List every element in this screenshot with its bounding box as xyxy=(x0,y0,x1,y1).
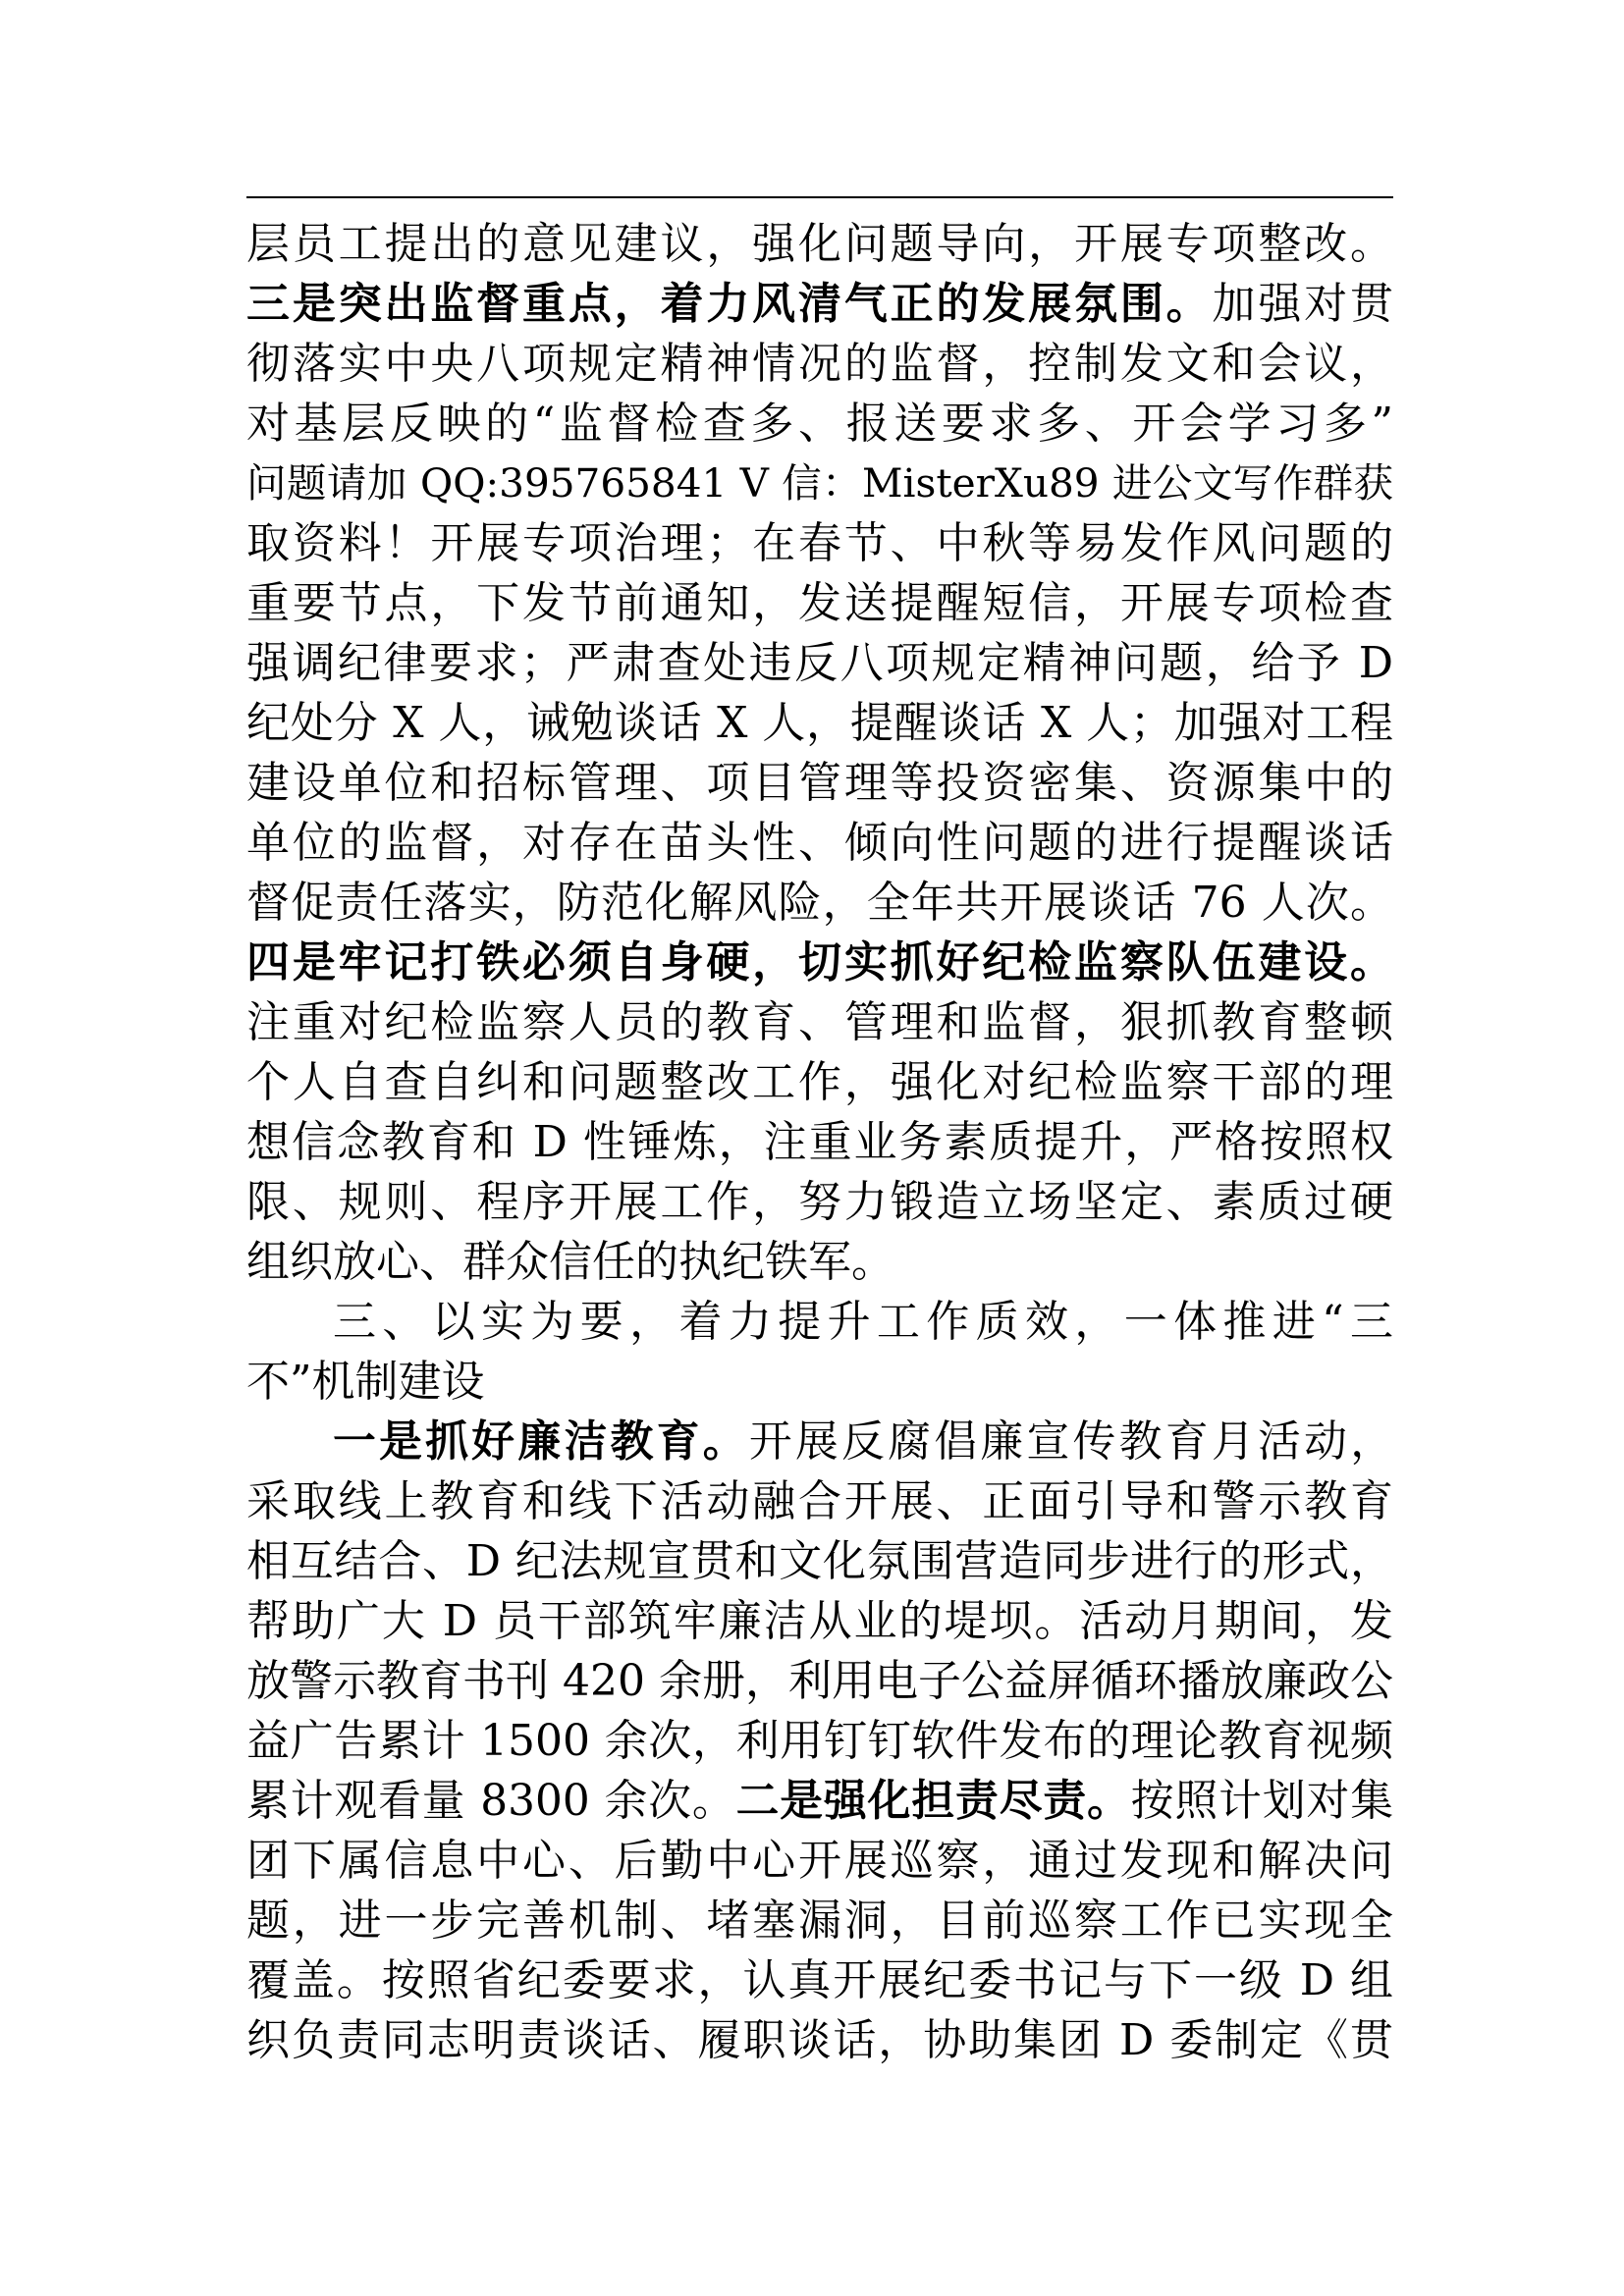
text-line: 团下属信息中心、后勤中心开展巡察，通过发现和解决问 xyxy=(246,1836,1393,1886)
text-line xyxy=(246,933,1393,992)
text-line: 组织放心、群众信任的执纪铁军。 xyxy=(246,1237,894,1287)
bold-heading: 一是抓好廉洁教育。 xyxy=(333,1416,749,1467)
text-line: 彻落实中央八项规定精神情况的监督，控制发文和会议， xyxy=(246,339,1393,389)
text-line: 单位的监督，对存在苗头性、倾向性问题的进行提醒谈话 xyxy=(246,818,1393,868)
text-line: 想信念教育和 D 性锤炼，注重业务素质提升，严格按照权 xyxy=(246,1117,1393,1167)
text-line: 建设单位和招标管理、项目管理等投资密集、资源集中的 xyxy=(246,758,1393,808)
text-line: 限、规则、程序开展工作，努力锻造立场坚定、素质过硬 xyxy=(246,1177,1393,1227)
text-line: 层员工提出的意见建议，强化问题导向，开展专项整改。 xyxy=(246,219,1393,269)
bold-heading: 二是强化担责尽责。 xyxy=(735,1776,1131,1826)
text-line: 采取线上教育和线下活动融合开展、正面引导和警示教育 xyxy=(246,1476,1393,1526)
bold-heading: 四是牢记打铁必须自身硬，切实抓好纪检监察队伍建设。 xyxy=(246,937,1393,988)
bold-heading: 三是突出监督重点，着力风清气正的发展氛围。 xyxy=(246,279,1213,329)
text-line: 重要节点，下发节前通知，发送提醒短信，开展专项检查 xyxy=(246,578,1393,628)
document-body xyxy=(246,214,1393,2070)
text-line: 注重对纪检监察人员的教育、管理和监督，狠抓教育整顿 xyxy=(246,997,1393,1047)
text-line: 三是突出监督重点，着力风清气正的发展氛围。加强对贯 xyxy=(246,279,1393,329)
text-line: 相互结合、D 纪法规宣贯和文化氛围营造同步进行的形式， xyxy=(246,1536,1393,1586)
text-line: 织负责同志明责谈话、履职谈话，协助集团 D 委制定《贯 xyxy=(246,2015,1393,2065)
section-heading-cont: 不”机制建设 xyxy=(246,1357,485,1407)
text-line: 益广告累计 1500 余次，利用钉钉软件发布的理论教育视频 xyxy=(246,1716,1393,1766)
text-line: 纪处分 X 人，诫勉谈话 X 人，提醒谈话 X 人；加强对工程 xyxy=(246,698,1393,748)
text-line: 覆盖。按照省纪委要求，认真开展纪委书记与下一级 D 组 xyxy=(246,1955,1393,2005)
text-line: 取资料！开展专项治理；在春节、中秋等易发作风问题的 xyxy=(246,518,1393,568)
section-heading: 三、以实为要，着力提升工作质效，一体推进“三 xyxy=(333,1297,1393,1347)
text-line: 问题请加 QQ:395765841 V 信：MisterXu89 进公文写作群获 xyxy=(246,459,1393,507)
text-line: 帮助广大 D 员干部筑牢廉洁从业的堤坝。活动月期间，发 xyxy=(246,1596,1393,1646)
text-line: 题，进一步完善机制、堵塞漏洞，目前巡察工作已实现全 xyxy=(246,1896,1393,1946)
header-rule xyxy=(246,196,1393,198)
text-line: 放警示教育书刊 420 余册，利用电子公益屏循环播放廉政公 xyxy=(246,1656,1393,1706)
text-line: 督促责任落实，防范化解风险，全年共开展谈话 76 人次。 xyxy=(246,878,1393,928)
text-line: 对基层反映的“监督检查多、报送要求多、开会学习多” xyxy=(246,399,1393,449)
text-line: 一是抓好廉洁教育。开展反腐倡廉宣传教育月活动， xyxy=(333,1416,1393,1467)
text-line: 累计观看量 8300 余次。二是强化担责尽责。按照计划对集 xyxy=(246,1776,1393,1826)
text-line: 强调纪律要求；严肃查处违反八项规定精神问题，给予 D xyxy=(246,638,1393,688)
text-line: 个人自查自纠和问题整改工作，强化对纪检监察干部的理 xyxy=(246,1057,1393,1107)
